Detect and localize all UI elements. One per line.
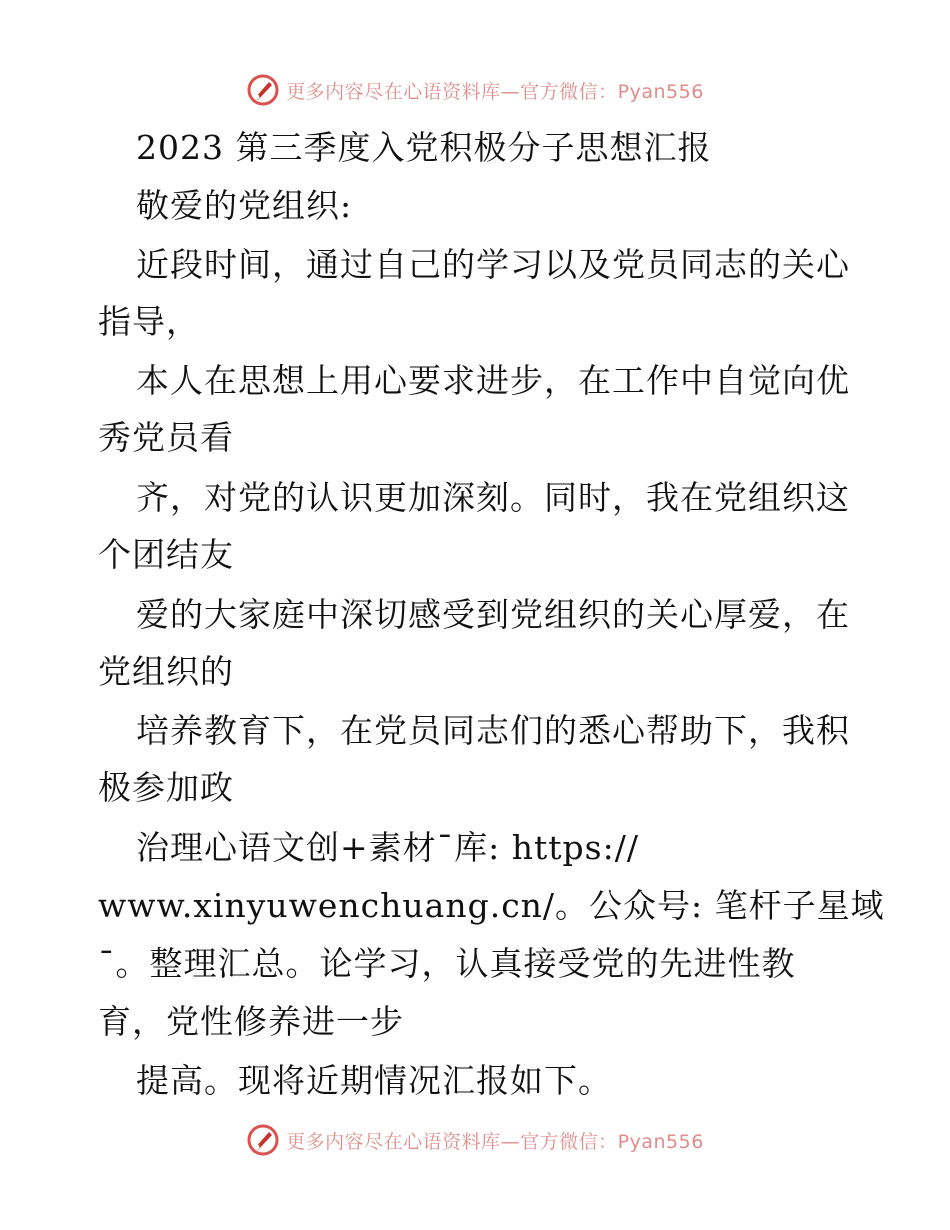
watermark-text: 更多内容尽在心语资料库—官方微信：Pyan556: [286, 80, 704, 103]
document-title: 2023 第三季度入党积极分子思想汇报: [136, 128, 712, 167]
quill-pen-logo-icon: [246, 1123, 280, 1157]
salutation: 敬爱的党组织:: [136, 186, 353, 225]
paragraph-line: 治理心语文创+素材¯库: https://: [136, 828, 639, 867]
header-watermark: [0, 70, 950, 110]
paragraph-line: 秀党员看: [98, 418, 234, 457]
paragraph-line: 育，党性修养进一步: [98, 1002, 404, 1041]
paragraph-line: 党组织的: [98, 652, 234, 691]
paragraph-line: 近段时间，通过自己的学习以及党员同志的关心: [136, 245, 850, 284]
quill-pen-logo-icon: [246, 73, 280, 107]
paragraph-line: 本人在思想上用心要求进步，在工作中自觉向优: [136, 361, 850, 400]
footer-watermark: [0, 1120, 950, 1160]
paragraph-line: 提高。现将近期情况汇报如下。: [136, 1061, 612, 1100]
paragraph-line: www.xinyuwenchuang.cn/。公众号: 笔杆子星域: [98, 886, 885, 925]
paragraph-line: ¯。整理汇总。论学习，认真接受党的先进性教: [98, 944, 796, 983]
paragraph-line: 培养教育下，在党员同志们的悉心帮助下，我积: [136, 711, 850, 750]
paragraph-line: 齐，对党的认识更加深刻。同时，我在党组织这: [136, 478, 850, 517]
paragraph-line: 极参加政: [98, 768, 234, 807]
paragraph-line: 爱的大家庭中深切感受到党组织的关心厚爱，在: [136, 595, 850, 634]
watermark-text: 更多内容尽在心语资料库—官方微信：Pyan556: [286, 1130, 704, 1153]
paragraph-line: 指导，: [98, 302, 200, 341]
paragraph-line: 个团结友: [98, 535, 234, 574]
